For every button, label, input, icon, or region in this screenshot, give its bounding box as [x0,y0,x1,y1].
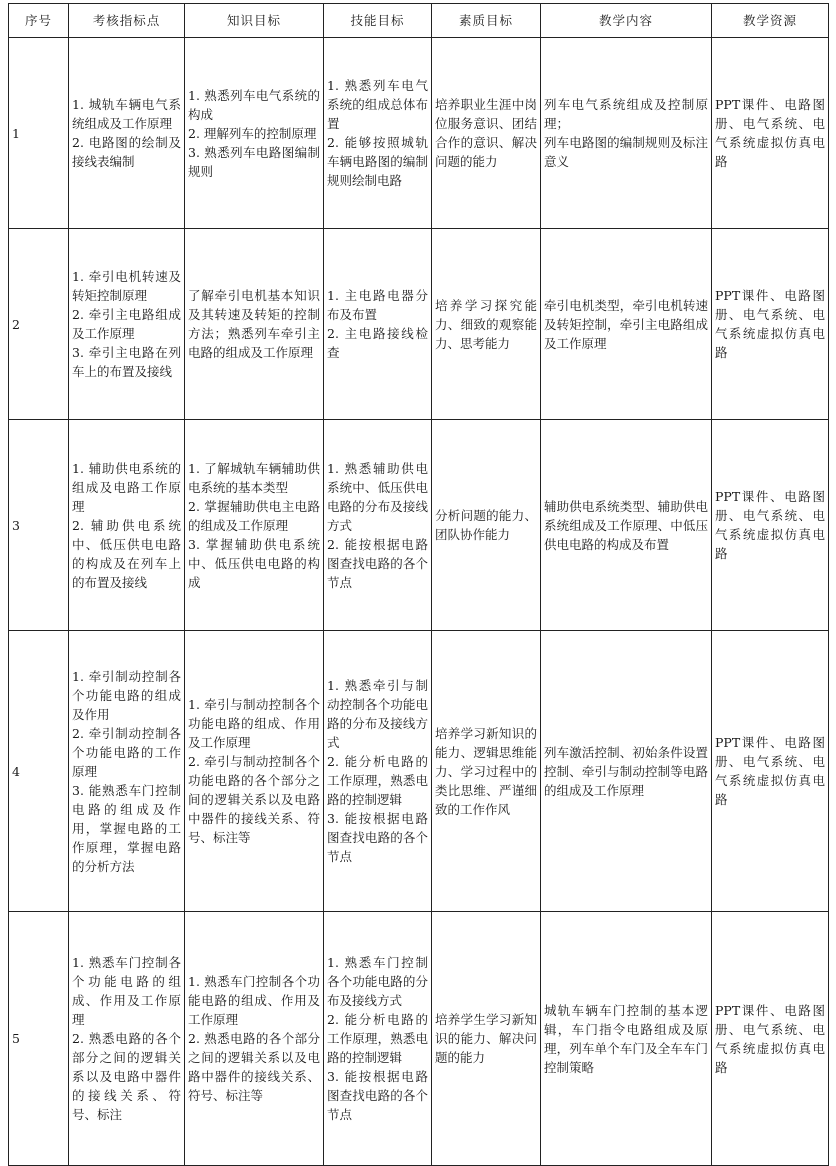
table-row [9,229,829,420]
content-cell: 辅助供电系统类型、辅助供电系统组成及工作原理、中低压供电电路的构成及布置 [541,420,712,631]
content-cell: 牵引电机类型，牵引电机转速及转矩控制，牵引主电路组成及工作原理 [541,229,712,420]
header-row [9,4,829,38]
row-number: 2 [9,229,69,420]
header-indicator: 考核指标点 [69,4,185,38]
content-cell: 列车电气系统组成及控制原理； 列车电路图的编制规则及标注意义 [541,38,712,229]
content-cell: 城轨车辆车门控制的基本逻辑，车门指令电路组成及原理，列车单个车门及全车车门控制策略 [541,912,712,1166]
resource-cell: PPT课件、电路图册、电气系统、电气系统虚拟仿真电路 [712,631,829,912]
quality-cell: 培养职业生涯中岗位服务意识、团结合作的意识、解决问题的能力 [432,38,541,229]
quality-cell: 培养学习新知识的能力、逻辑思维能力、学习过程中的类比思维、严谨细致的工作作风 [432,631,541,912]
table-row [9,631,829,912]
table-row [9,420,829,631]
row-number: 3 [9,420,69,631]
curriculum-table [8,3,829,1166]
table-row [9,38,829,229]
resource-cell: PPT课件、电路图册、电气系统、电气系统虚拟仿真电路 [712,229,829,420]
header-resource: 教学资源 [712,4,829,38]
skill-cell: 1. 熟悉车门控制各个功能电路的分布及接线方式 2. 能分析电路的工作原理，熟悉电路的控制逻辑 3. 能按根据电路图查找电路的各个节点 [324,912,432,1166]
row-number: 1 [9,38,69,229]
skill-cell: 1. 熟悉辅助供电系统中、低压供电电路的分布及接线方式 2. 能按根据电路图查找电路的各个节点 [324,420,432,631]
row-number: 4 [9,631,69,912]
indicator-cell: 1. 牵引电机转速及转矩控制原理 2. 牵引主电路组成及工作原理 3. 牵引主电路在列车上的布置及接线 [69,229,185,420]
header-quality: 素质目标 [432,4,541,38]
header-content: 教学内容 [541,4,712,38]
resource-cell: PPT课件、电路图册、电气系统、电气系统虚拟仿真电路 [712,912,829,1166]
skill-cell: 1. 主电路电器分布及布置 2. 主电路接线检查 [324,229,432,420]
indicator-cell: 1. 城轨车辆电气系统组成及工作原理 2. 电路图的绘制及接线表编制 [69,38,185,229]
quality-cell: 培养学习探究能力、细致的观察能力、思考能力 [432,229,541,420]
header-knowledge: 知识目标 [185,4,324,38]
indicator-cell: 1. 牵引制动控制各个功能电路的组成及作用 2. 牵引制动控制各个功能电路的工作原理 3. 能熟悉车门控制电路的组成及作用，掌握电路的工作原理，掌握电路的分析方法 [69,631,185,912]
skill-cell: 1. 熟悉牵引与制动控制各个功能电路的分布及接线方式 2. 能分析电路的工作原理，熟悉电路的控制逻辑 3. 能按根据电路图查找电路的各个节点 [324,631,432,912]
table-row [9,912,829,1166]
quality-cell: 培养学生学习新知识的能力、解决问题的能力 [432,912,541,1166]
header-no: 序号 [9,4,69,38]
indicator-cell: 1. 辅助供电系统的组成及电路工作原理 2. 辅助供电系统中、低压供电电路的构成及在列车上的布置及接线 [69,420,185,631]
resource-cell: PPT课件、电路图册、电气系统、电气系统虚拟仿真电路 [712,38,829,229]
knowledge-cell: 了解牵引电机基本知识及其转速及转矩的控制方法；熟悉列车牵引主电路的组成及工作原理 [185,229,324,420]
row-number: 5 [9,912,69,1166]
header-skill: 技能目标 [324,4,432,38]
knowledge-cell: 1. 了解城轨车辆辅助供电系统的基本类型 2. 掌握辅助供电主电路的组成及工作原理 3. 掌握辅助供电系统中、低压供电电路的构成 [185,420,324,631]
knowledge-cell: 1. 熟悉列车电气系统的构成 2. 理解列车的控制原理 3. 熟悉列车电路图编制规则 [185,38,324,229]
content-cell: 列车激活控制、初始条件设置控制、牵引与制动控制等电路的组成及工作原理 [541,631,712,912]
quality-cell: 分析问题的能力、团队协作能力 [432,420,541,631]
knowledge-cell: 1. 熟悉车门控制各个功能电路的组成、作用及工作原理 2. 熟悉电路的各个部分之间的逻辑关系以及电路中器件的接线关系、符号、标注等 [185,912,324,1166]
skill-cell: 1. 熟悉列车电气系统的组成总体布置 2. 能够按照城轨车辆电路图的编制规则绘制电路 [324,38,432,229]
knowledge-cell: 1. 牵引与制动控制各个功能电路的组成、作用及工作原理 2. 牵引与制动控制各个功能电路的各个部分之间的逻辑关系以及电路中器件的接线关系、符号、标注等 [185,631,324,912]
resource-cell: PPT课件、电路图册、电气系统、电气系统虚拟仿真电路 [712,420,829,631]
indicator-cell: 1. 熟悉车门控制各个功能电路的组成、作用及工作原理 2. 熟悉电路的各个部分之间的逻辑关系以及电路中器件的接线关系、符号、标注 [69,912,185,1166]
